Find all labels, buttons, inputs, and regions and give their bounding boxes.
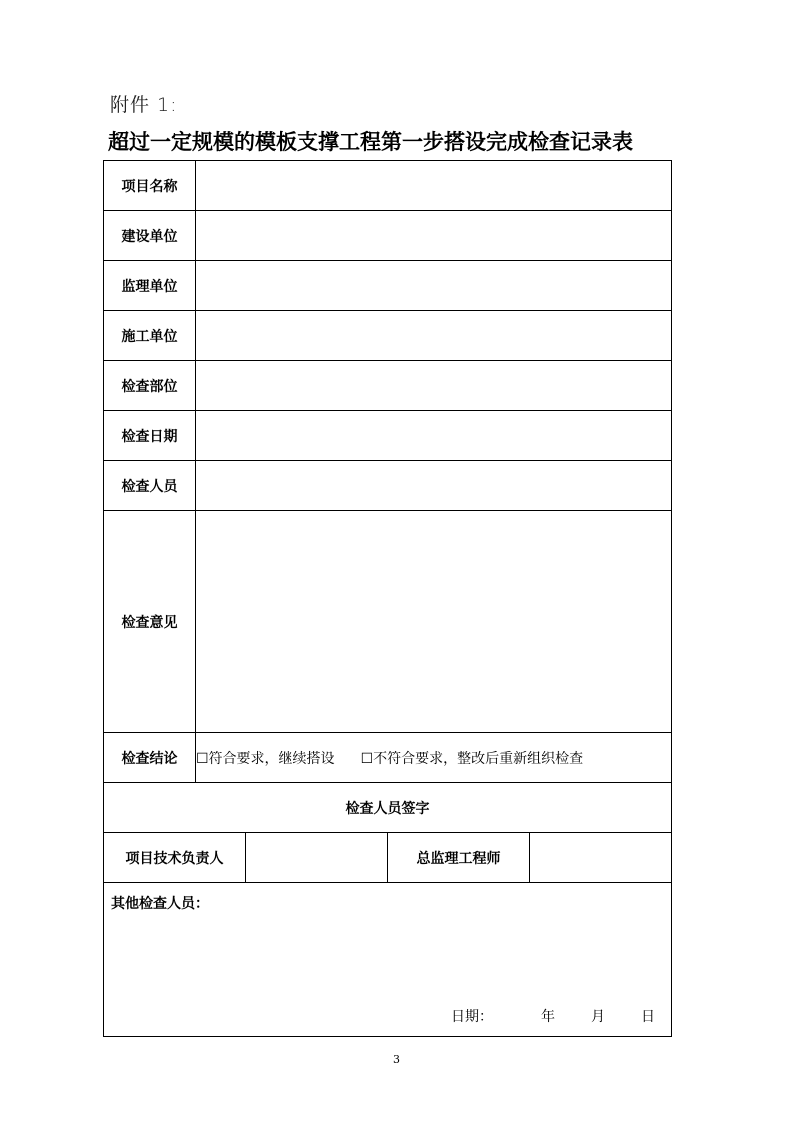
inspectors-label: 检查人员 xyxy=(104,461,196,511)
inspection-opinion-field[interactable] xyxy=(196,511,672,733)
tech-lead-signature-field[interactable] xyxy=(246,833,388,883)
chief-supervisor-signature-field[interactable] xyxy=(530,833,672,883)
project-name-field[interactable] xyxy=(196,161,672,211)
other-inspectors-section[interactable] xyxy=(104,883,672,1037)
date-day: 日 xyxy=(641,1009,655,1025)
signature-date-line xyxy=(451,1006,655,1026)
inspection-opinion-label: 检查意见 xyxy=(104,511,196,733)
inspection-conclusion-label: 检查结论 xyxy=(104,733,196,783)
form-title: 超过一定规模的模板支撑工程第一步搭设完成检查记录表 xyxy=(108,130,633,154)
supervision-unit-label: 监理单位 xyxy=(104,261,196,311)
conclusion-pass-checkbox[interactable]: ☐符合要求，继续搭设 xyxy=(196,750,335,767)
page-number: 3 xyxy=(393,1053,400,1066)
construction-unit-field[interactable] xyxy=(196,211,672,261)
inspectors-field[interactable] xyxy=(196,461,672,511)
inspection-location-field[interactable] xyxy=(196,361,672,411)
inspection-date-field[interactable] xyxy=(196,411,672,461)
date-year: 年 xyxy=(541,1009,555,1025)
date-label: 日期： xyxy=(451,1009,493,1025)
project-name-label: 项目名称 xyxy=(104,161,196,211)
other-inspectors-label: 其他检查人员： xyxy=(111,896,209,912)
signature-section-header: 检查人员签字 xyxy=(104,783,672,833)
inspection-record-table xyxy=(103,160,672,1037)
supervision-unit-field[interactable] xyxy=(196,261,672,311)
inspection-location-label: 检查部位 xyxy=(104,361,196,411)
conclusion-fail-checkbox[interactable]: ☐不符合要求，整改后重新组织检查 xyxy=(360,750,584,767)
construction-unit-label: 建设单位 xyxy=(104,211,196,261)
contractor-unit-label: 施工单位 xyxy=(104,311,196,361)
contractor-unit-field[interactable] xyxy=(196,311,672,361)
inspection-conclusion-options xyxy=(196,733,672,783)
date-month: 月 xyxy=(591,1009,605,1025)
attachment-label: 附件 1: xyxy=(110,94,178,116)
tech-lead-label: 项目技术负责人 xyxy=(104,833,246,883)
chief-supervisor-label: 总监理工程师 xyxy=(388,833,530,883)
inspection-date-label: 检查日期 xyxy=(104,411,196,461)
